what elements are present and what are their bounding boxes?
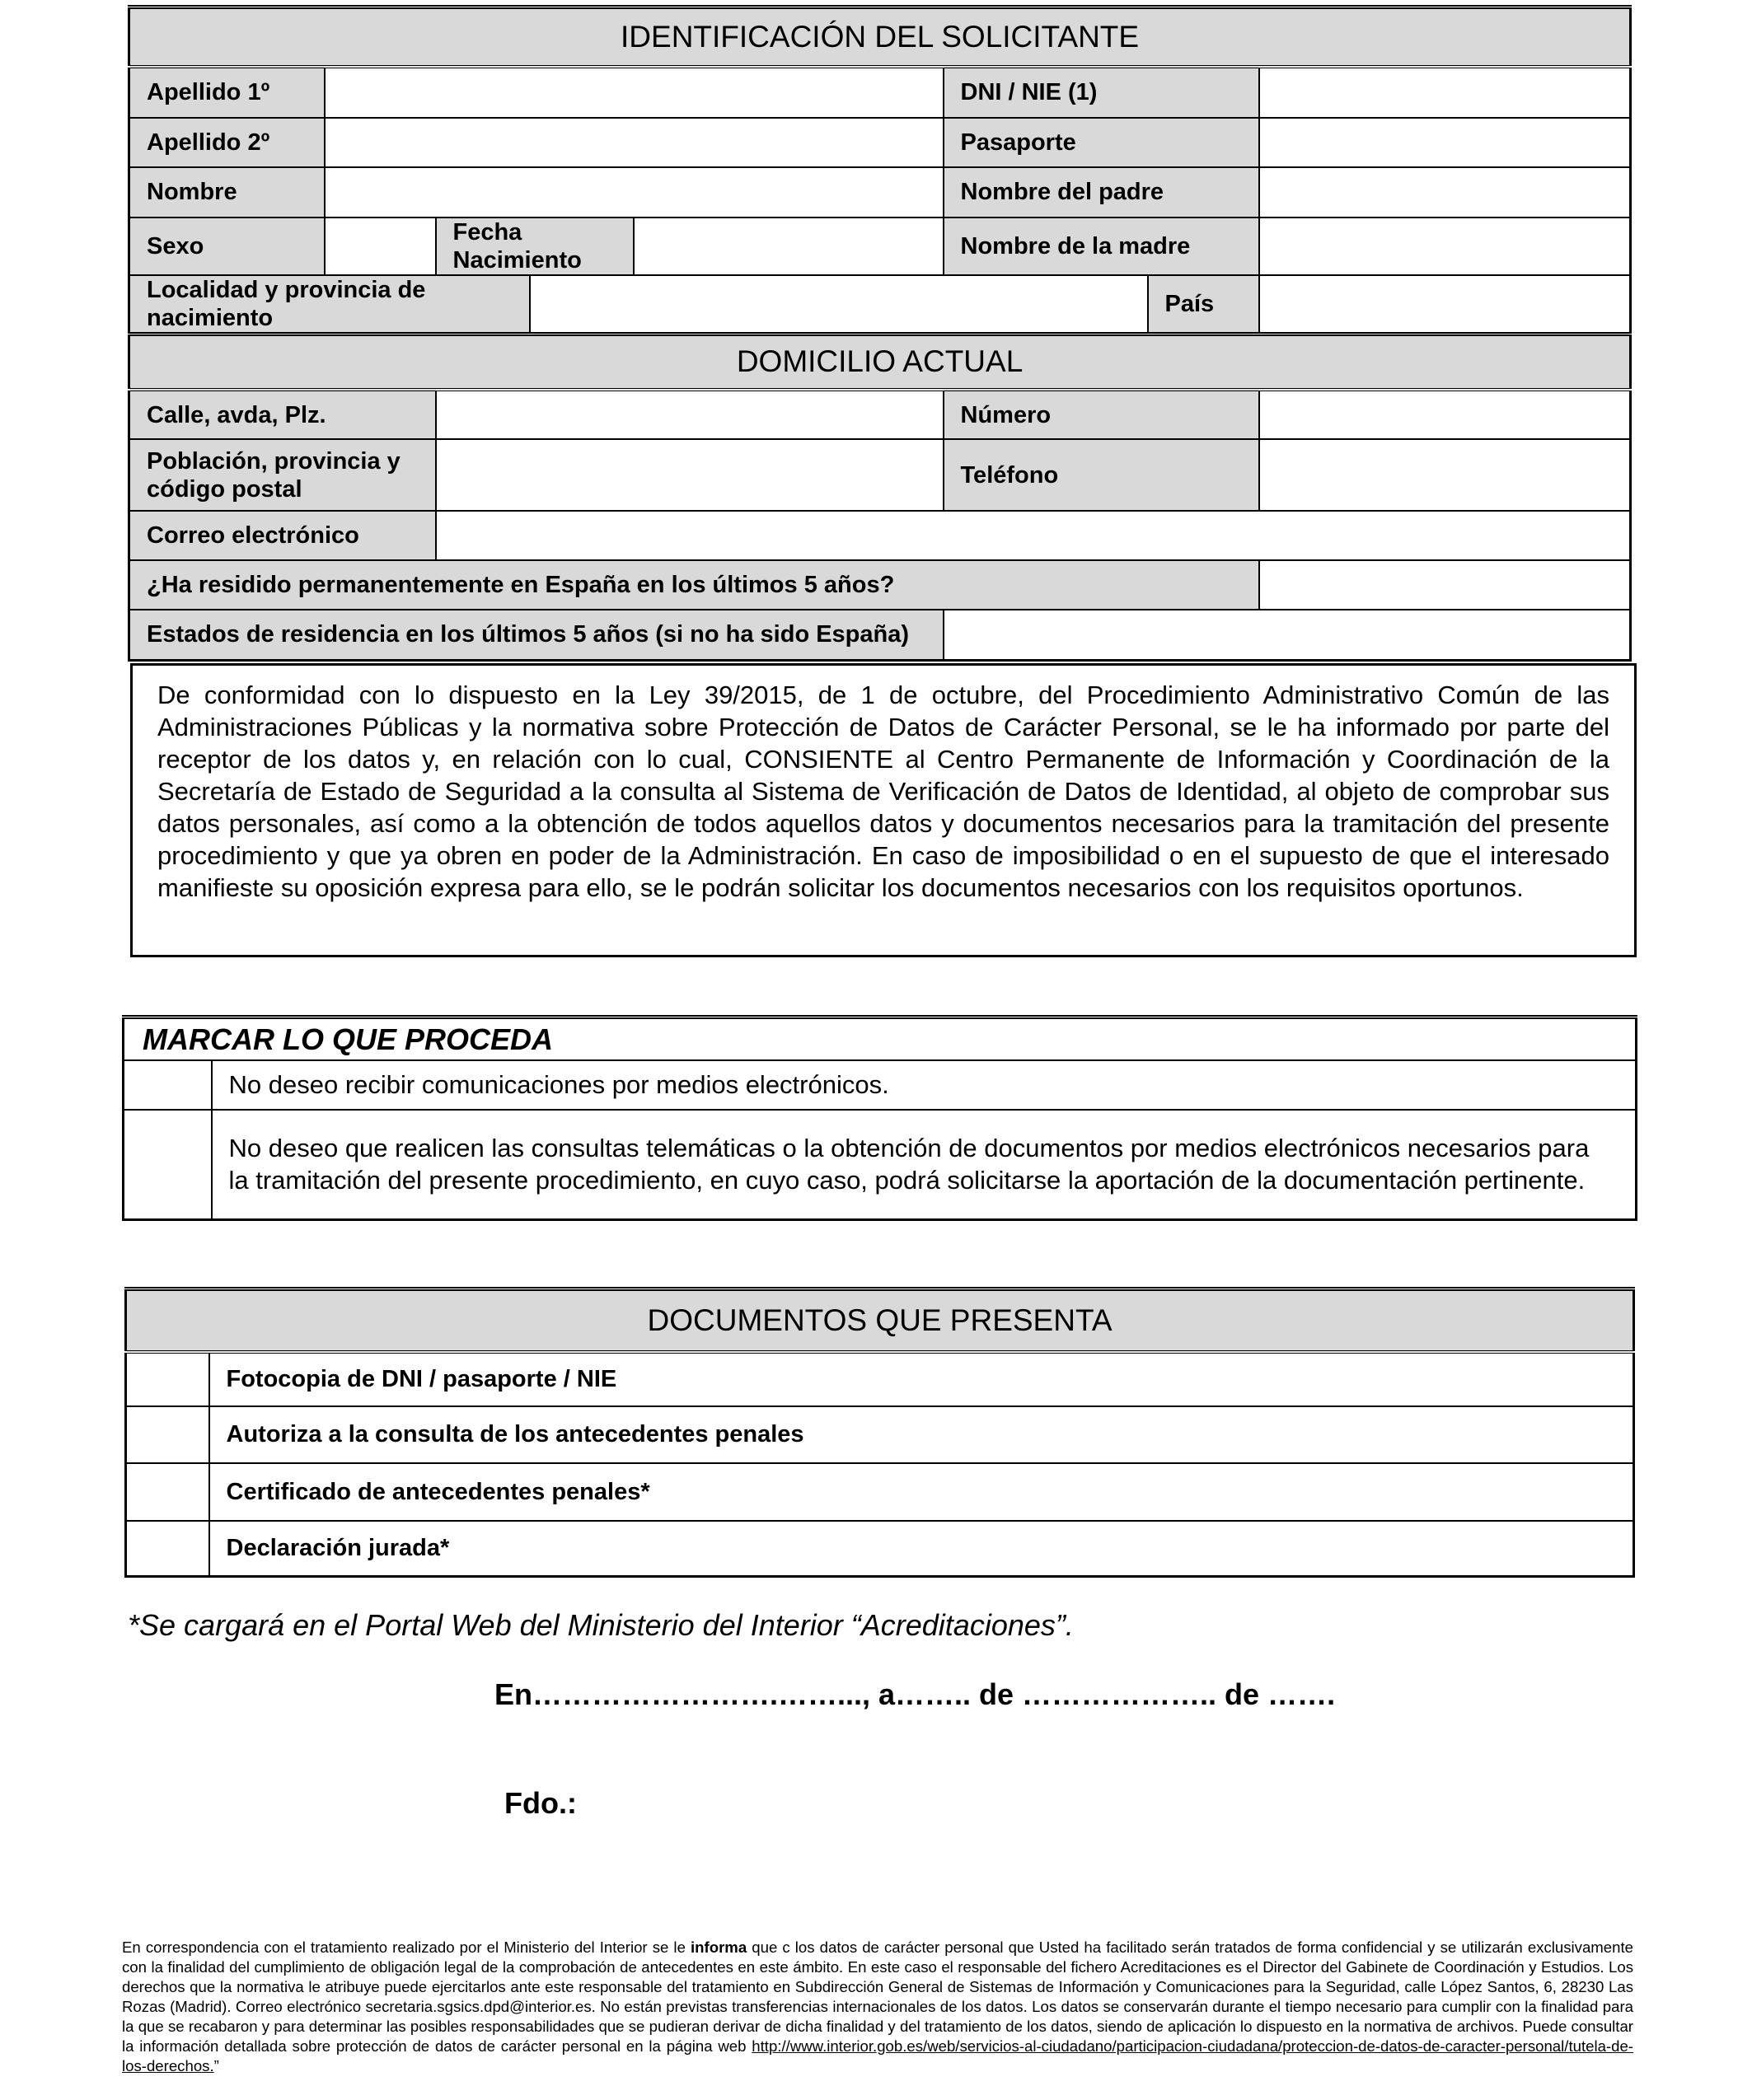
label-localidad-nacimiento: Localidad y provincia de nacimiento xyxy=(129,275,530,334)
checkbox-no-consultas[interactable] xyxy=(124,1110,212,1220)
section-title-documentos: DOCUMENTOS QUE PRESENTA xyxy=(126,1289,1634,1352)
label-apellido1: Apellido 1º xyxy=(129,67,325,118)
checkbox-doc-certificado[interactable] xyxy=(126,1463,209,1521)
pais-field[interactable] xyxy=(1259,275,1631,334)
footer-text-bold: informa xyxy=(691,1939,747,1956)
label-estados-residencia: Estados de residencia en los últimos 5 años (si no ha sido España) xyxy=(129,610,944,660)
label-apellido2: Apellido 2º xyxy=(129,118,325,167)
estados-residencia-field[interactable] xyxy=(944,610,1631,660)
consent-notice: De conformidad con lo dispuesto en la Ley 39/2015, de 1 de octubre, del Procedimiento Administrativo Común de las Administraciones Públicas y la normativa sobre Protección de Datos de Carácter Personal, se le ha informado por parte del receptor de los datos y, en relación con lo cual, CONSIENTE al Centro Permanente de Información y Coordinación de la Secretaría de Estado de Seguridad a la consulta al Sistema de Verificación de Datos de Identidad, al objeto de comprobar sus datos personales, así como a la obtención de todos aquellos datos y documentos necesarios para la tramitación del presente procedimiento y que ya obren en poder de la Administración. En caso de imposibilidad o en el supuesto de que el interesado manifieste su oposición expresa para ello, se le podrán solicitar los documentos necesarios con los requisitos oportunos. xyxy=(130,663,1637,957)
calle-field[interactable] xyxy=(436,390,944,439)
checkbox-doc-declaracion[interactable] xyxy=(126,1521,209,1577)
date-line: En…………………….……..., a…….. de ……………….. de ……. xyxy=(494,1677,1336,1711)
label-sexo: Sexo xyxy=(129,217,325,275)
label-pais: País xyxy=(1148,275,1259,334)
label-residido: ¿Ha residido permanentemente en España en los últimos 5 años? xyxy=(129,560,1259,610)
section-title-identificacion: IDENTIFICACIÓN DEL SOLICITANTE xyxy=(129,7,1631,67)
portal-note: *Se cargará en el Portal Web del Ministerio del Interior “Acreditaciones”. xyxy=(128,1608,1074,1642)
residido-field[interactable] xyxy=(1259,560,1631,610)
label-dni: DNI / NIE (1) xyxy=(944,67,1259,118)
doc-item-dni: Fotocopia de DNI / pasaporte / NIE xyxy=(209,1352,1634,1406)
doc-item-declaracion: Declaración jurada* xyxy=(209,1521,1634,1577)
label-pasaporte: Pasaporte xyxy=(944,118,1259,167)
telefono-field[interactable] xyxy=(1259,439,1631,511)
dni-field[interactable] xyxy=(1259,67,1631,118)
label-fecha-nacimiento: Fecha Nacimiento xyxy=(436,217,634,275)
marcar-table xyxy=(122,1015,1637,1221)
checkbox-doc-dni[interactable] xyxy=(126,1352,209,1406)
label-poblacion-line2: código postal xyxy=(147,475,302,503)
apellido2-field[interactable] xyxy=(325,118,944,167)
sexo-field[interactable] xyxy=(325,217,436,275)
label-poblacion-line1: Población, provincia y xyxy=(147,447,401,475)
checkbox-no-comunicaciones[interactable] xyxy=(124,1060,212,1110)
nombre-padre-field[interactable] xyxy=(1259,167,1631,217)
nombre-madre-field[interactable] xyxy=(1259,217,1631,275)
numero-field[interactable] xyxy=(1259,390,1631,439)
identification-table xyxy=(128,5,1632,662)
localidad-nacimiento-field[interactable] xyxy=(530,275,1148,334)
option-no-comunicaciones: No deseo recibir comunicaciones por medios electrónicos. xyxy=(212,1060,1637,1110)
footer-text-2: que c los datos de carácter personal que Usted ha facilitado serán tratados de forma confidencial y se utilizarán exclusivamente con la finalidad del cumplimiento de obligación legal de la comprobación de antecedentes en este ámbito. En este caso el responsable del fichero Acreditaciones es el Director del Gabinete de Coordinación y Estudios. Los derechos que la normativa le atribuye puede ejercitarlos ante este responsable del tratamiento en Subdirección General de Sistemas de Información y Comunicaciones para la Seguridad, calle López Santos, 6, 28230 Las Rozas (Madrid). Correo electrónico secretaria.sgsics.dpd@interior.es. No están previstas transferencias internacionales de los datos. Los datos se conservarán durante el tiempo necesario para cumplir con la finalidad para la que se recabaron y para determinar las posibles responsabilidades que se pudieran derivar de dicha finalidad y del tratamiento de los datos, siendo de aplicación lo dispuesto en la normativa de archivos. Puede consultar la información detallada sobre protección de datos de carácter personal en la página web xyxy=(122,1939,1633,2055)
data-protection-footer xyxy=(122,1938,1633,2076)
footer-text-1: En correspondencia con el tratamiento realizado por el Ministerio del Interior se le xyxy=(122,1939,691,1956)
pasaporte-field[interactable] xyxy=(1259,118,1631,167)
label-nombre: Nombre xyxy=(129,167,325,217)
correo-field[interactable] xyxy=(436,511,1631,560)
label-numero: Número xyxy=(944,390,1259,439)
fecha-nacimiento-field[interactable] xyxy=(634,217,944,275)
footer-text-end: ” xyxy=(213,2057,219,2074)
doc-item-certificado: Certificado de antecedentes penales* xyxy=(209,1463,1634,1521)
option-no-consultas: No deseo que realicen las consultas telemáticas o la obtención de documentos por medios electrónicos necesarios para la tramitación del presente procedimiento, en cuyo caso, podrá solicitarse la aportación de la documentación pertinente. xyxy=(212,1110,1637,1220)
section-title-marcar: MARCAR LO QUE PROCEDA xyxy=(124,1017,1637,1060)
signature-label: Fdo.: xyxy=(504,1786,577,1820)
label-nombre-padre: Nombre del padre xyxy=(944,167,1259,217)
doc-item-consulta: Autoriza a la consulta de los antecedentes penales xyxy=(209,1406,1634,1463)
section-title-domicilio: DOMICILIO ACTUAL xyxy=(129,334,1631,390)
documentos-table xyxy=(124,1287,1635,1578)
checkbox-doc-consulta[interactable] xyxy=(126,1406,209,1463)
apellido1-field[interactable] xyxy=(325,67,944,118)
label-poblacion xyxy=(129,439,436,511)
label-nombre-madre: Nombre de la madre xyxy=(944,217,1259,275)
nombre-field[interactable] xyxy=(325,167,944,217)
footer-link[interactable]: http://www.interior.gob.es/web/servicios-al-ciudadano/participacion-ciudadana/proteccion-de-datos-de-caracter-personal/tutela-de-los-derechos. xyxy=(122,2037,1633,2074)
label-calle: Calle, avda, Plz. xyxy=(129,390,436,439)
poblacion-field[interactable] xyxy=(436,439,944,511)
label-correo: Correo electrónico xyxy=(129,511,436,560)
label-telefono: Teléfono xyxy=(944,439,1259,511)
